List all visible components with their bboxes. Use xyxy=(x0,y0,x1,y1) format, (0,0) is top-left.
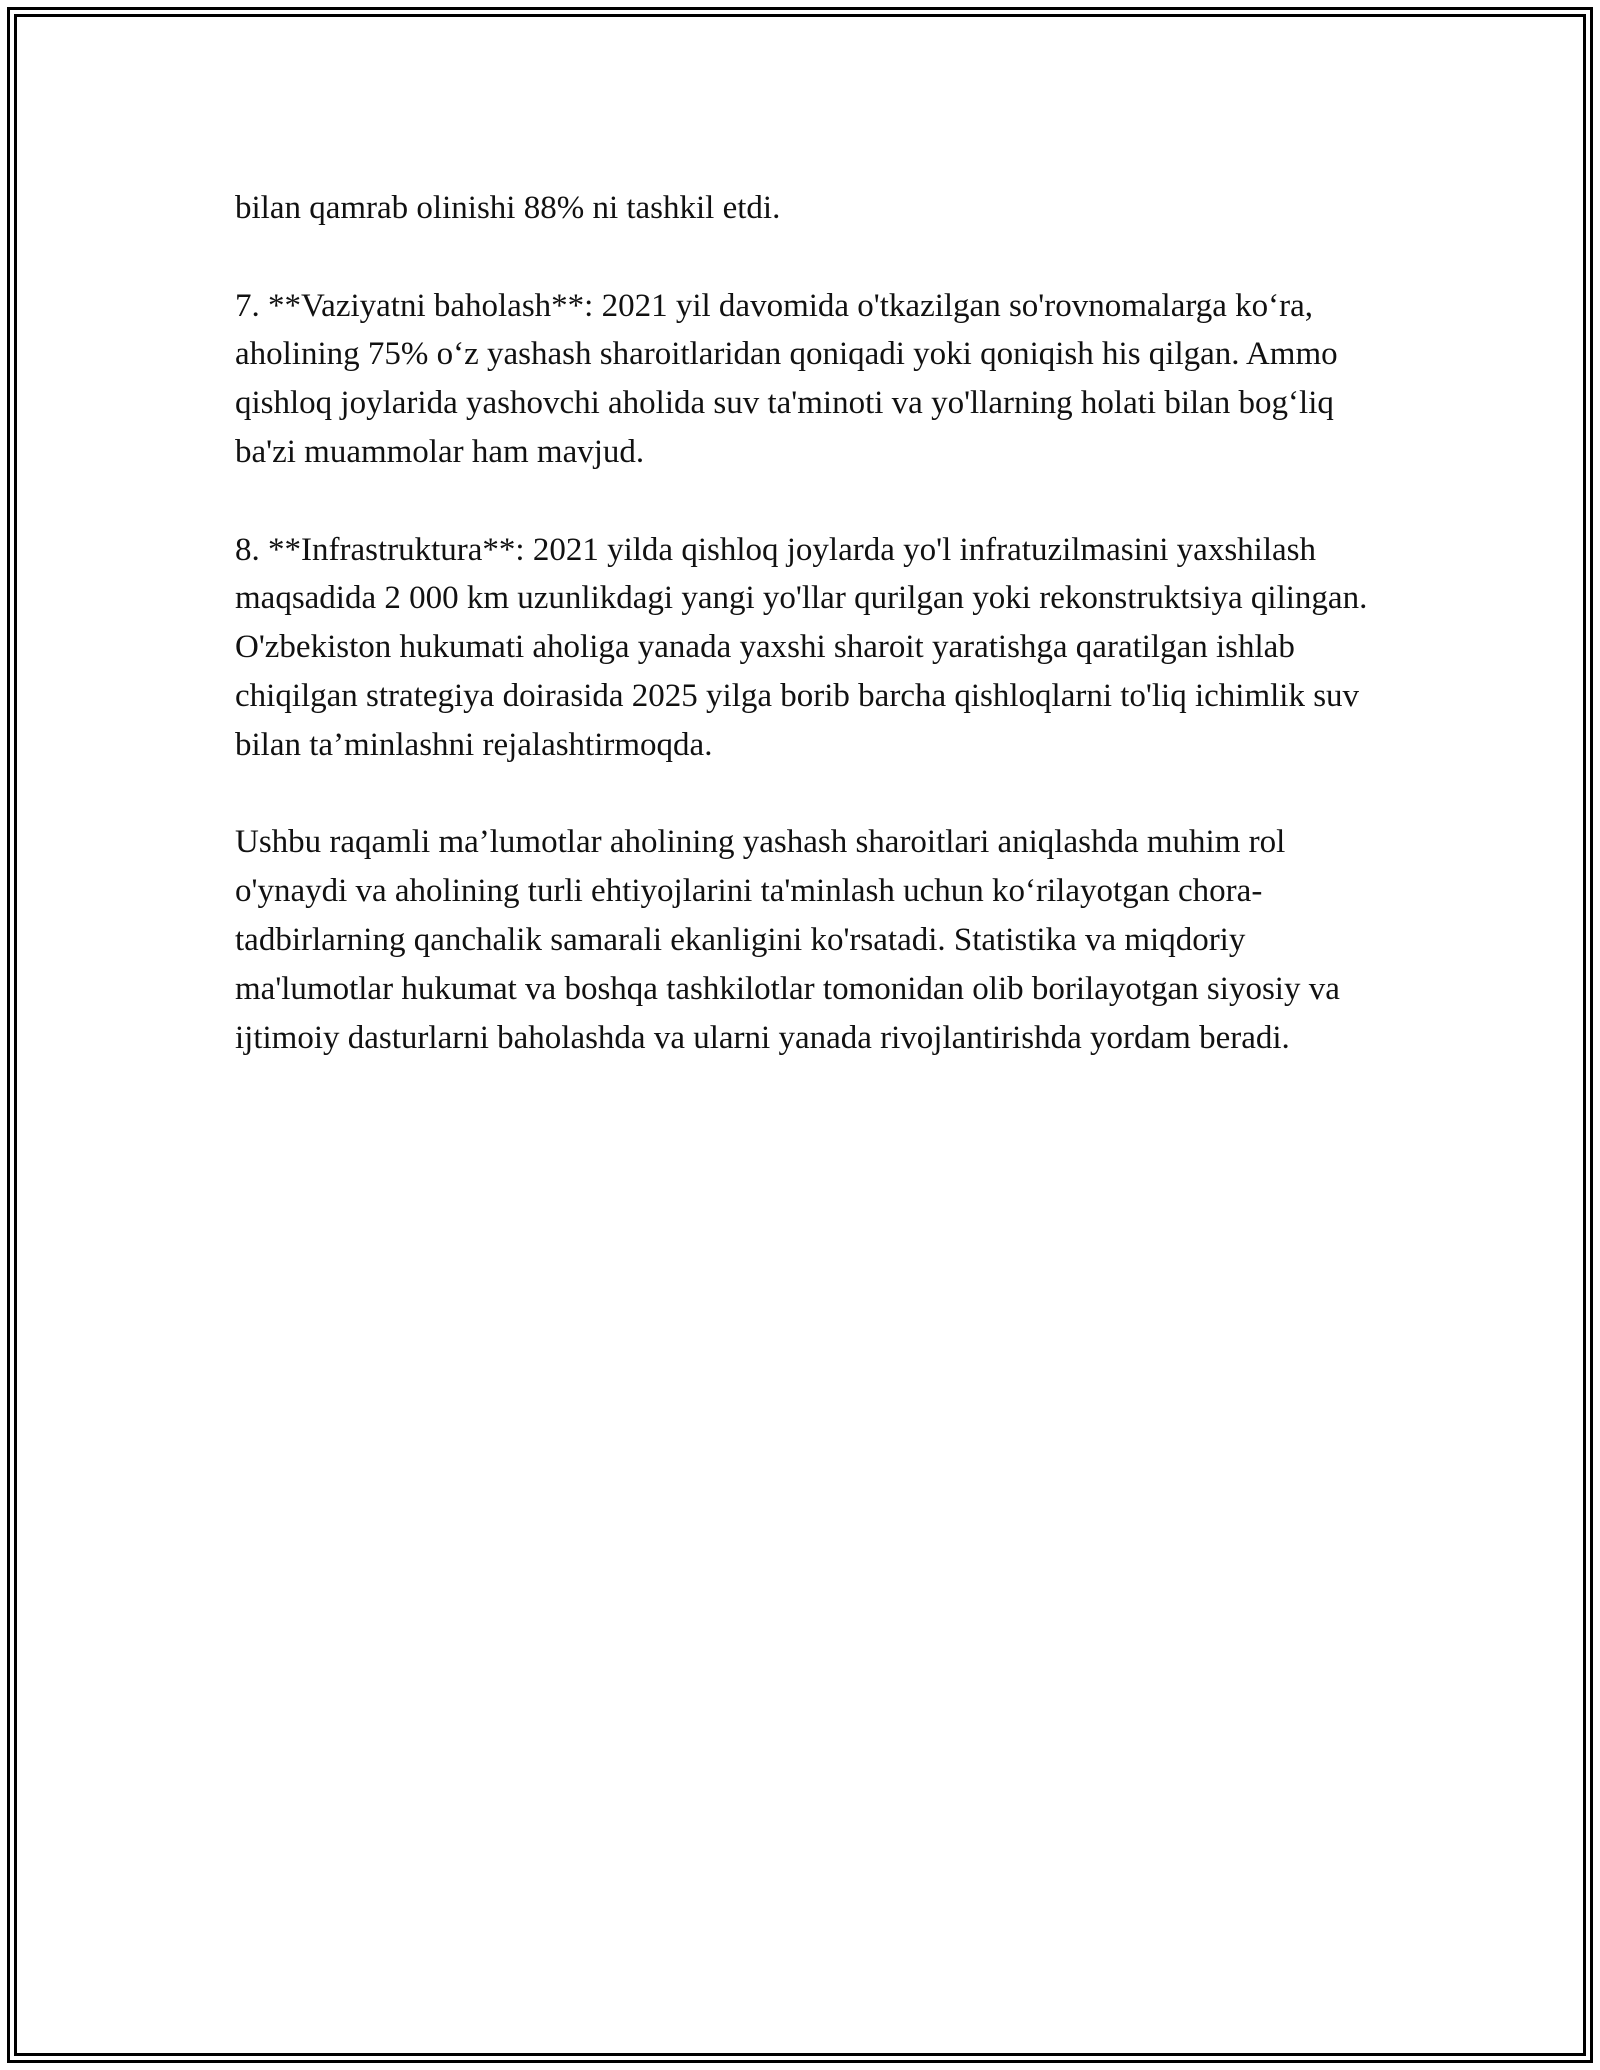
paragraph-item-7: 7. **Vaziyatni baholash**: 2021 yil davomida o'tkazilgan so'rovnomalarga ko‘ra, aholining 75% o‘z yashash sharoitlaridan qoniqadi yoki qoniqish his qilgan. Ammo qishloq joylarida yashovchi aholida suv ta'minoti va yo'llarning holati bilan bog‘liq ba'zi muammolar ham mavjud. xyxy=(235,287,1338,470)
document-body xyxy=(235,184,1375,1111)
paragraph-continuation: bilan qamrab olinishi 88% ni tashkil etdi. xyxy=(235,190,781,226)
paragraph-conclusion: Ushbu raqamli ma’lumotlar aholining yashash sharoitlari aniqlashda muhim rol o'ynaydi va aholining turli ehtiyojlarini ta'minlash uchun ko‘rilayotgan chora-tadbirlarning qanchalik samarali ekanligini ko'rsatadi. Statistika va miqdoriy ma'lumotlar hukumat va boshqa tashkilotlar tomonidan olib borilayotgan siyosiy va ijtimoiy dasturlarni baholashda va ularni yanada rivojlantirishda yordam beradi. xyxy=(235,824,1340,1056)
paragraph-item-8: 8. **Infrastruktura**: 2021 yilda qishloq joylarda yo'l infratuzilmasini yaxshilash maqsadida 2 000 km uzunlikdagi yangi yo'llar qurilgan yoki rekonstruktsiya qilingan. O'zbekiston hukumati aholiga yanada yaxshi sharoit yaratishga qaratilgan ishlab chiqilgan strategiya doirasida 2025 yilga borib barcha qishloqlarni to'liq ichimlik suv bilan ta’minlashni rejalashtirmoqda. xyxy=(235,531,1368,763)
